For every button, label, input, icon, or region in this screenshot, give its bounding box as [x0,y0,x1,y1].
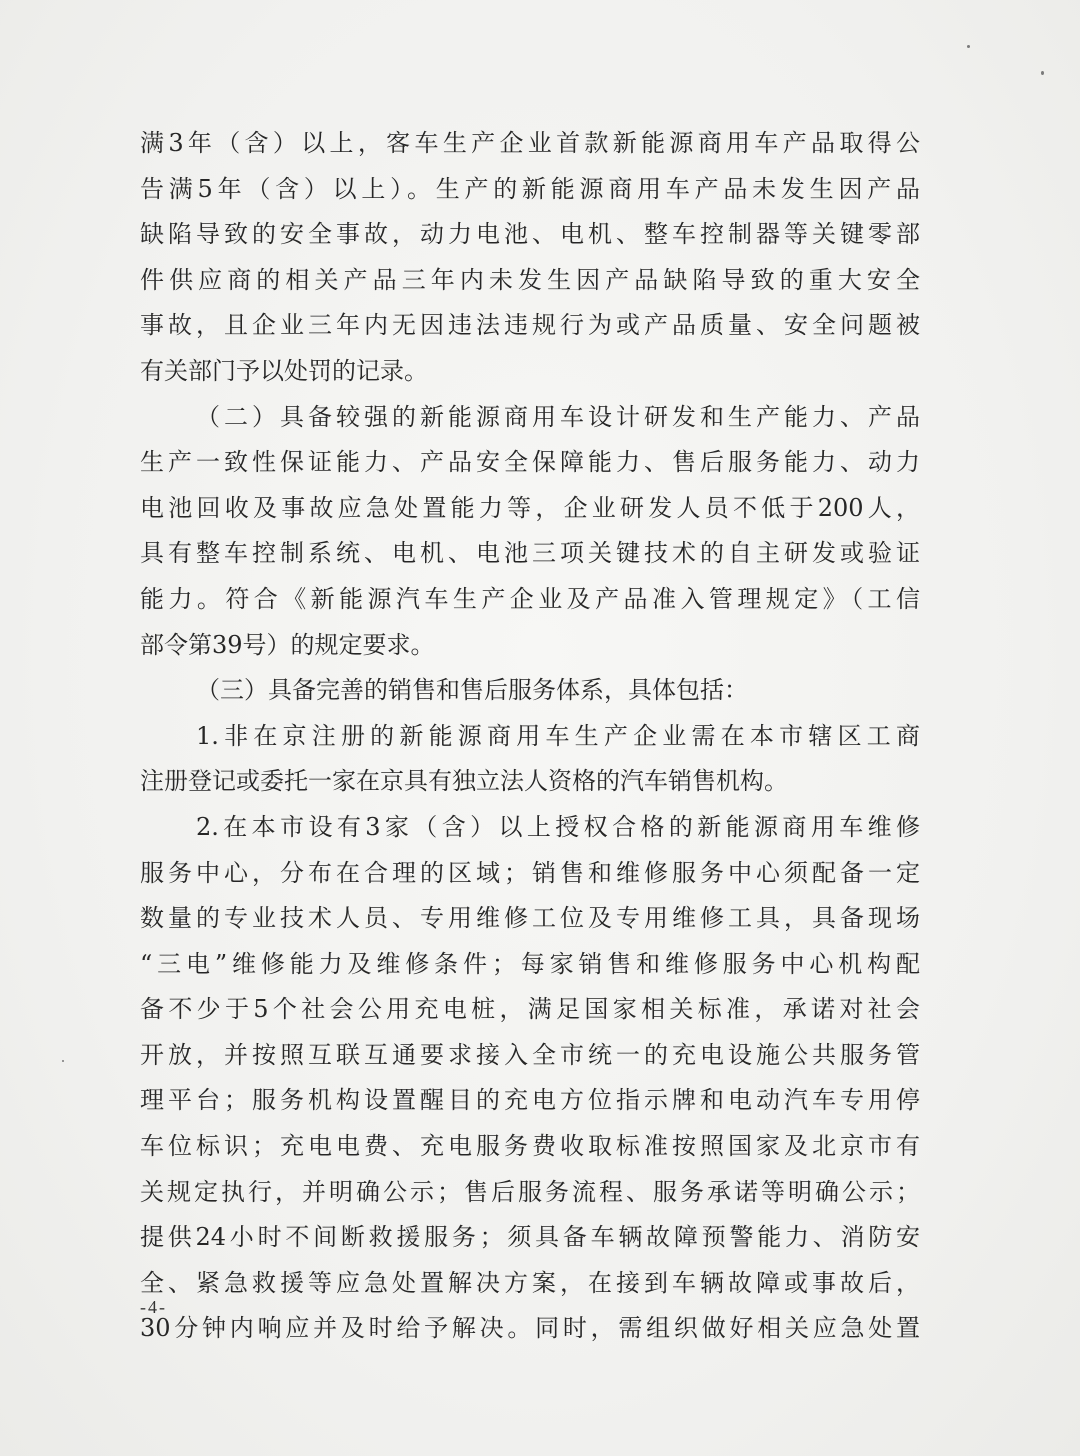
text-line: 电池回收及事故应急处置能力等，企业研发人员不低于200人， [140,493,920,522]
text-line: 车位标识；充电电费、充电服务费收取标准按照国家及北京市有 [140,1132,920,1161]
text-line: 服务中心，分布在合理的区域；销售和维修服务中心须配备一定 [140,858,920,887]
text-line: 缺陷导致的安全事故，动力电池、电机、整车控制器等关键零部 [140,220,920,249]
text-line: 注册登记或委托一家在京具有独立法人资格的汽车销售机构。 [140,767,788,796]
text-line: 开放，并按照互联互通要求接入全市统一的充电设施公共服务管 [140,1040,920,1069]
text-line: 数量的专业技术人员、专用维修工位及专用维修工具，具备现场 [140,904,920,933]
body-text [140,121,920,1352]
text-line: 满3年（含）以上，客车生产企业首款新能源商用车产品取得公 [140,129,920,157]
text-line: 关规定执行，并明确公示；售后服务流程、服务承诺等明确公示； [140,1177,920,1206]
text-line: 提供24小时不间断救援服务；须具备车辆故障预警能力、消防安 [140,1223,920,1252]
text-line: 1.非在京注册的新能源商用车生产企业需在本市辖区工商 [196,721,920,750]
text-line: 具有整车控制系统、电机、电池三项关键技术的自主研发或验证 [140,539,920,568]
text-line: 件供应商的相关产品三年内未发生因产品缺陷导致的重大安全 [140,265,920,294]
text-line: 生产一致性保证能力、产品安全保障能力、售后服务能力、动力 [140,448,920,477]
text-line: 事故，且企业三年内无因违法违规行为或产品质量、安全问题被 [140,311,920,340]
text-line: 2.在本市设有3家（含）以上授权合格的新能源商用车维修 [196,812,920,841]
text-line: 能力。符合《新能源汽车生产企业及产品准入管理规定》（工信 [140,584,920,613]
scan-speck [62,1060,64,1062]
scan-speck [967,45,970,48]
text-line: “三电”维修能力及维修条件；每家销售和维修服务中心机构配 [140,949,920,978]
scan-speck [1041,71,1044,75]
text-line: 30分钟内响应并及时给予解决。同时，需组织做好相关应急处置 [140,1314,920,1343]
text-line: 全、紧急救援等应急处置解决方案，在接到车辆故障或事故后， [140,1268,920,1297]
text-line: 部令第39号）的规定要求。 [140,630,435,659]
text-line: （二）具备较强的新能源商用车设计研发和生产能力、产品 [196,402,920,431]
text-line: 理平台；服务机构设置醒目的充电方位指示牌和电动汽车专用停 [140,1086,920,1115]
text-line: 备不少于5个社会公用充电桩，满足国家相关标准，承诺对社会 [140,995,920,1024]
text-line: 告满5年（含）以上）。生产的新能源商用车产品未发生因产品 [140,174,920,203]
text-line: （三）具备完善的销售和售后服务体系，具体包括： [196,676,748,705]
text-line: 有关部门予以处罚的记录。 [140,356,428,385]
page-number: -4- [140,1297,167,1317]
